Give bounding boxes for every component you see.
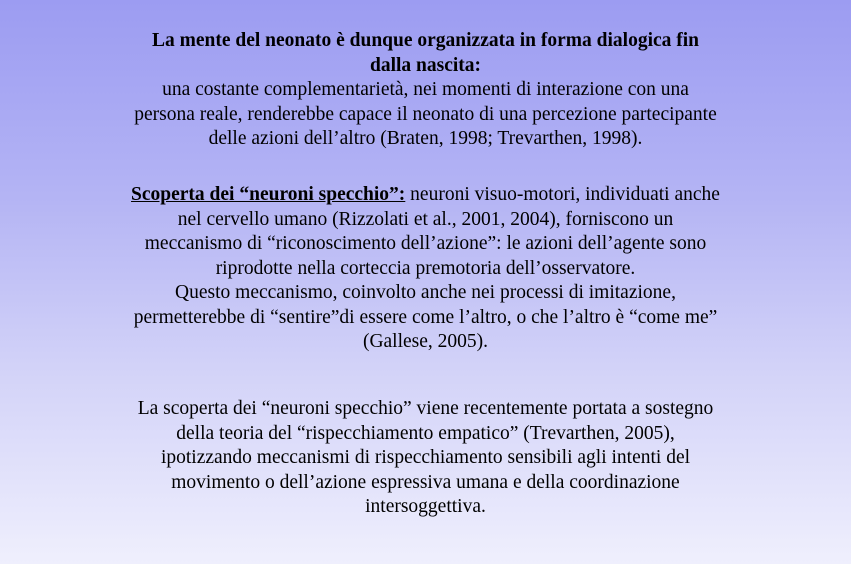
paragraph3-line3: ipotizzando meccanismi di rispecchiamento sensibili agli intenti del (160, 447, 691, 468)
mirror-neurons-heading: Scoperta dei “neuroni specchio”: (131, 184, 406, 205)
paragraph2-line6: permetterebbe di “sentire”di essere come l’altro, o che l’altro è “come me” (133, 306, 718, 328)
paragraph3-line5: intersoggettiva. (365, 496, 486, 517)
paragraph2-line1-rest: neuroni visuo-motori, individuati anche (405, 184, 720, 205)
paragraph-neonatal-mind (0, 29, 851, 152)
paragraph1-line5: delle azioni dell’altro (Braten, 1998; Trevarthen, 1998). (208, 128, 643, 149)
paragraph2-line5: Questo meccanismo, coinvolto anche nei processi di imitazione, (175, 282, 676, 303)
paragraph1-bold-line2: dalla nascita: (369, 54, 482, 76)
paragraph2-line7: (Gallese, 2005). (362, 331, 489, 352)
paragraph3-line4: movimento o dell’azione espressiva umana e della coordinazione (171, 471, 680, 493)
paragraph-empathic-mirroring (0, 397, 851, 520)
paragraph2-line1 (0, 183, 851, 208)
paragraph1-line3: una costante complementarietà, nei momenti di interazione con una (162, 79, 689, 100)
paragraph-mirror-neurons (0, 183, 851, 355)
paragraph3-line1: La scoperta dei “neuroni specchio” viene recentemente portata a sostegno (137, 398, 714, 419)
paragraph1-line4: persona reale, renderebbe capace il neonato di una percezione partecipante (134, 103, 717, 125)
paragraph1-bold-line1: La mente del neonato è dunque organizzata in forma dialogica fin (151, 30, 700, 51)
paragraph3-line2: della teoria del “rispecchiamento empatico” (Trevarthen, 2005), (176, 422, 675, 444)
paragraph2-line2: nel cervello umano (Rizzolati et al., 2001, 2004), forniscono un (177, 208, 674, 230)
paragraph2-line4: riprodotte nella corteccia premotoria dell’osservatore. (215, 257, 636, 279)
paragraph2-line3: meccanismo di “riconoscimento dell’azione”: le azioni dell’agente sono (144, 233, 707, 254)
